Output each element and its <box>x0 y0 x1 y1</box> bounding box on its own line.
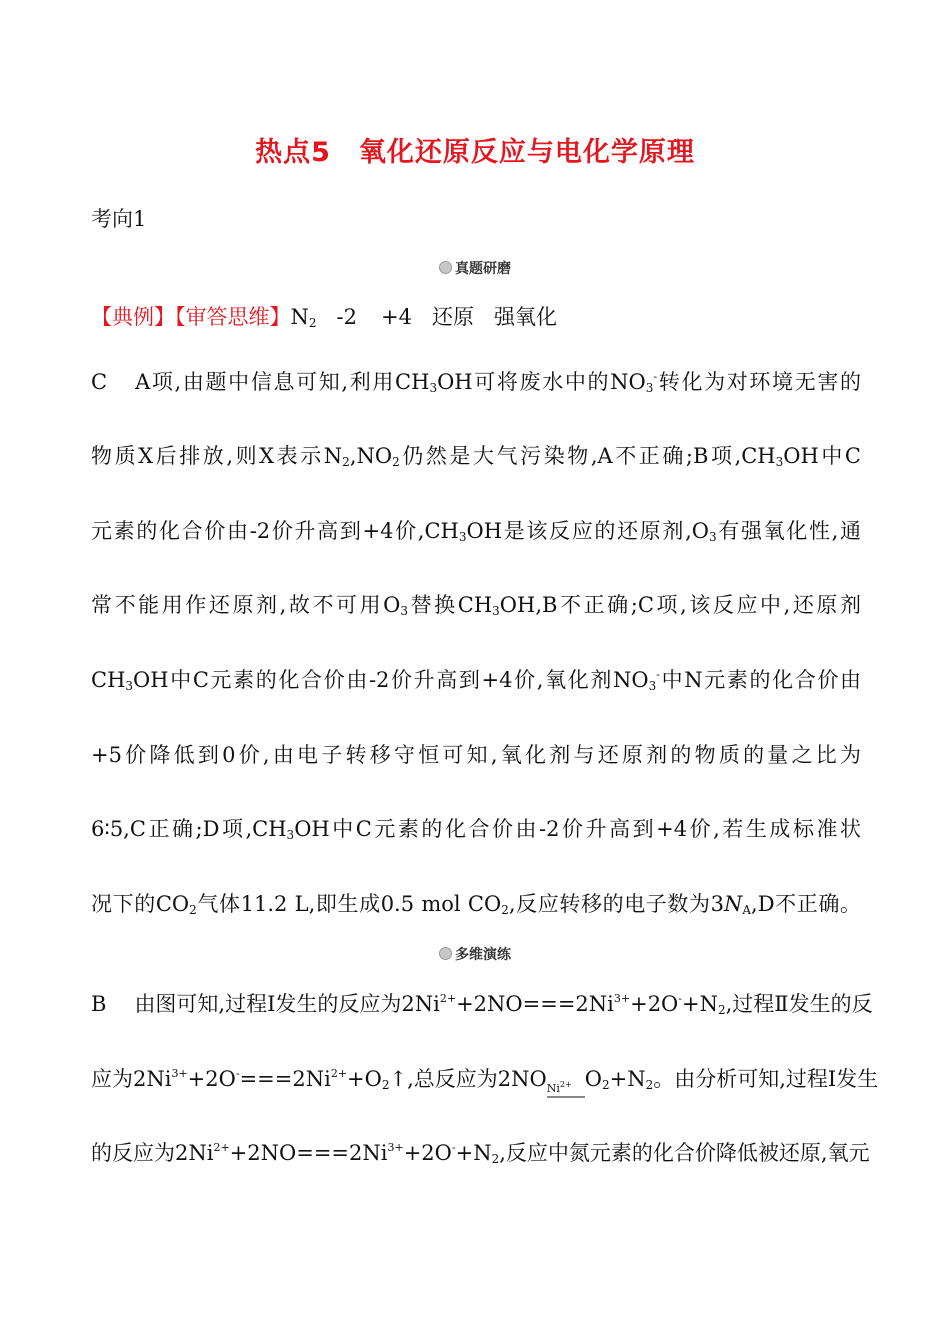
catalyst-arrow: $Ni^{2+}$ <box>547 1083 585 1098</box>
answer-line-11: 的反应为$2Ni^{2+}+2NO===2Ni^{3+}+2O^-+N_2$,反应中氮元素的化合价降低被还原,氧元 <box>91 1141 870 1166</box>
answer-line-8: 况下的$CO_2$气体11.2 L,即生成0.5 mol $CO_2$,反应转移的电子数为$3N_A,D$不正确。 <box>91 892 861 917</box>
answer-line-10: 应为$2Ni^{3+}+2O^-===2Ni^{2+}+O_2↑$,总反应为2NO $Ni^{2+}$ $O_2+N_2$。由分析可知,过程Ⅰ发生 <box>91 1064 861 1098</box>
tag-dianli: 【典例】 <box>91 305 175 329</box>
page-title: 热点5 氧化还原反应与电化学原理 <box>255 137 695 168</box>
answer-line-2: 物质X后排放,则X表示$N_2,NO_2$仍然是大气污染物,A不正确;B项$,CH_3OH$中C <box>91 444 861 469</box>
answer-line-6: +5价降低到0价,由电子转移守恒可知,氧化剂与还原剂的物质的量之比为 <box>91 743 861 767</box>
answer-line-7: 6∶5,C正确;D项$,CH_3OH$中C元素的化合价由-2价升高到+4价,若生成标准状 <box>91 817 862 842</box>
answer-line-3: 元素的化合价由-2价升高到+4价$,CH_3OH$是该反应的还原剂$,O_3$有强氧化性,通 <box>91 519 861 544</box>
section-heading-kaoxiang: 考向1 <box>91 207 147 231</box>
tag-shenda: 【审答思维】 <box>175 305 291 329</box>
section-label-zhenti: 真题研磨 <box>0 258 950 278</box>
example-line: 【典例】【审答思维】$N_2$ -2 +4 还原 强氧化 <box>91 305 557 330</box>
bullet-icon <box>439 261 452 274</box>
answer-line-4: 常不能用作还原剂,故不可用$O_3$替换$CH_3OH,B$不正确;C项,该反应中,还原剂 <box>91 593 861 618</box>
answer-line-1: C A项,由题中信息可知,利用$CH_3OH$可将废水中的$NO_3^-$转化为对环境无害的 <box>91 370 862 395</box>
bullet-icon <box>439 947 452 960</box>
answer-line-9: B 由图可知,过程Ⅰ发生的反应为$2Ni^{2+}+2NO===2Ni^{3+}+2O^-+N_2$,过程Ⅱ发生的反 <box>91 992 873 1017</box>
section-label-duowei: 多维演练 <box>0 944 950 964</box>
answer-line-5: $CH_3OH$中C元素的化合价由-2价升高到+4价,氧化剂$NO_3^-$中N元素的化合价由 <box>91 668 861 693</box>
